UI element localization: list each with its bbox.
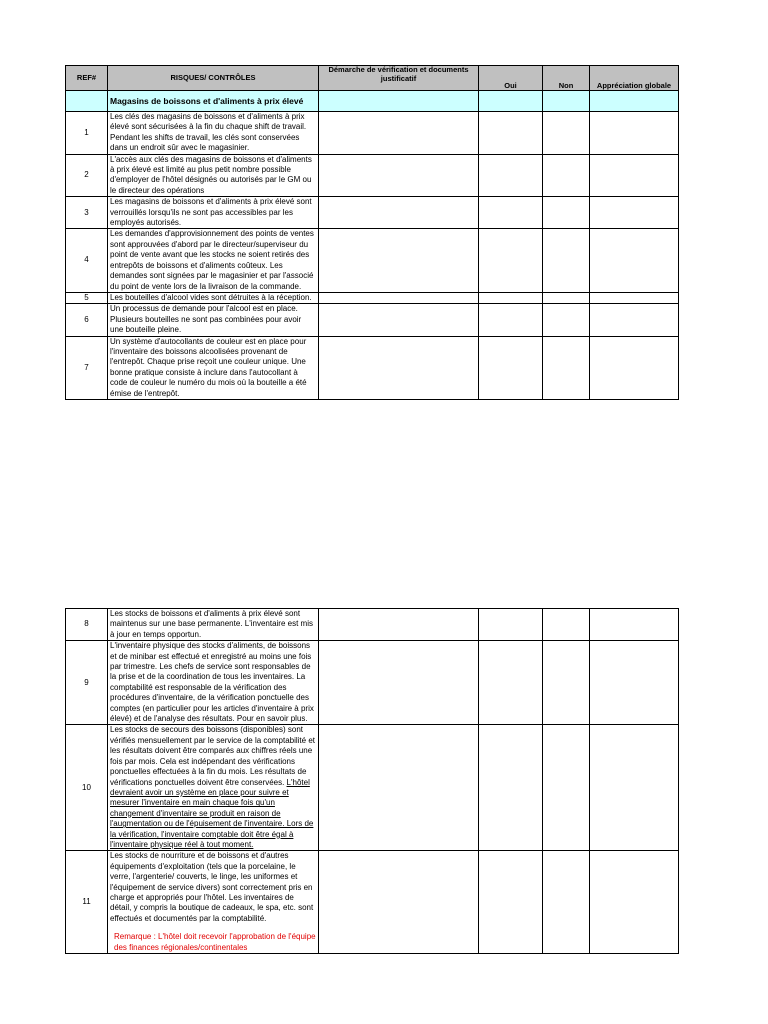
section-empty-cell xyxy=(479,91,543,112)
table-row xyxy=(66,304,679,336)
risk-control-text: Un processus de demande pour l'alcool est en place. Plusieurs bouteilles ne sont pas combinées pour avoir une bouteille pleine. xyxy=(108,304,319,336)
table-row xyxy=(66,609,679,641)
underlined-text: L'hôtel devraient avoir un système en place pour suivre et mesurer l'inventaire en main chaque fois qu'un changement d'inventaire se produit en raison de l'augmentation ou de l'épuisement de l'inventaire. Lors de la vérification, l'inventaire comptable doit être égal à l'inventaire physique réel à tout moment. xyxy=(110,777,314,849)
oui-cell[interactable] xyxy=(479,292,543,303)
risk-control-text: Les stocks de boissons et d'aliments à prix élevé sont maintenus sur une base permanente. L'inventaire est mis à jour en temps opportun. xyxy=(108,609,319,641)
ref-number: 4 xyxy=(66,229,108,292)
appreciation-cell[interactable] xyxy=(590,112,679,155)
audit-checklist-table-continued xyxy=(65,608,679,954)
oui-cell[interactable] xyxy=(479,154,543,197)
ref-number: 9 xyxy=(66,641,108,725)
table-row xyxy=(66,336,679,399)
ref-number: 2 xyxy=(66,154,108,197)
non-column-header: Non xyxy=(543,66,590,91)
non-cell[interactable] xyxy=(543,725,590,851)
section-empty-cell xyxy=(590,91,679,112)
risk-control-text xyxy=(108,725,319,851)
table-row xyxy=(66,641,679,725)
ref-number: 6 xyxy=(66,304,108,336)
oui-column-header: Oui xyxy=(479,66,543,91)
non-cell[interactable] xyxy=(543,229,590,292)
table-row xyxy=(66,112,679,155)
risk-control-text xyxy=(108,851,319,954)
non-cell[interactable] xyxy=(543,292,590,303)
oui-cell[interactable] xyxy=(479,851,543,954)
demarche-cell[interactable] xyxy=(319,609,479,641)
ref-number: 10 xyxy=(66,725,108,851)
demarche-cell[interactable] xyxy=(319,229,479,292)
risques-column-header: RISQUES/ CONTRÔLES xyxy=(108,66,319,91)
oui-cell[interactable] xyxy=(479,229,543,292)
demarche-cell[interactable] xyxy=(319,641,479,725)
appreciation-cell[interactable] xyxy=(590,336,679,399)
ref-column-header: REF# xyxy=(66,66,108,91)
table-row xyxy=(66,154,679,197)
appreciation-cell[interactable] xyxy=(590,609,679,641)
demarche-cell[interactable] xyxy=(319,336,479,399)
ref-number: 5 xyxy=(66,292,108,303)
risk-control-text: L'inventaire physique des stocks d'aliments, de boissons et de minibar est effectué et enregistré au moins une fois par trimestre. Les chefs de service sont responsables de la prise et de la coordination de tous les inventaires. La comptabilité est responsable de la vérification des procédures d'inventaire, de la vérification ponctuelle des comptes (en particulier pour les articles d'inventaire à prix élevé) et de l'analyse des résultats. Pour en savoir plus. xyxy=(108,641,319,725)
appreciation-cell[interactable] xyxy=(590,304,679,336)
non-cell[interactable] xyxy=(543,304,590,336)
appreciation-cell[interactable] xyxy=(590,641,679,725)
table-row xyxy=(66,197,679,229)
non-cell[interactable] xyxy=(543,197,590,229)
appreciation-cell[interactable] xyxy=(590,229,679,292)
demarche-cell[interactable] xyxy=(319,112,479,155)
demarche-cell[interactable] xyxy=(319,851,479,954)
oui-cell[interactable] xyxy=(479,304,543,336)
risk-control-text: Les magasins de boissons et d'aliments à prix élevé sont verrouillés lorsqu'ils ne sont pas accessibles par les employés autorisés. xyxy=(108,197,319,229)
non-cell[interactable] xyxy=(543,336,590,399)
section-empty-cell xyxy=(543,91,590,112)
oui-cell[interactable] xyxy=(479,197,543,229)
appreciation-cell[interactable] xyxy=(590,197,679,229)
non-cell[interactable] xyxy=(543,641,590,725)
ref-number: 7 xyxy=(66,336,108,399)
oui-cell[interactable] xyxy=(479,609,543,641)
demarche-cell[interactable] xyxy=(319,304,479,336)
appreciation-column-header: Appréciation globale xyxy=(590,66,679,91)
demarche-cell[interactable] xyxy=(319,154,479,197)
demarche-column-header: Démarche de vérification et documents justificatif xyxy=(319,66,479,91)
ref-number: 3 xyxy=(66,197,108,229)
risk-control-text: Les bouteilles d'alcool vides sont détruites à la réception. xyxy=(108,292,319,303)
audit-checklist-table xyxy=(65,65,679,400)
non-cell[interactable] xyxy=(543,609,590,641)
section-ref-cell xyxy=(66,91,108,112)
non-cell[interactable] xyxy=(543,154,590,197)
table-row xyxy=(66,851,679,954)
risk-control-text: Les demandes d'approvisionnement des points de ventes sont approuvées d'abord par le directeur/superviseur du point de vente avant que les stocks ne soient retirés des entrepôts de boissons et d'aliments coûteux. Les demandes sont signées par le magasinier et par l'associé du point de vente lors de la livraison de la commande. xyxy=(108,229,319,292)
remark-text: Remarque : L'hôtel doit recevoir l'approbation de l'équipe des finances régionales/continentales xyxy=(114,932,316,952)
oui-cell[interactable] xyxy=(479,336,543,399)
demarche-cell[interactable] xyxy=(319,292,479,303)
risk-control-text: Les clés des magasins de boissons et d'aliments à prix élevé sont sécurisées à la fin du chaque shift de travail. Pendant les shifts de travail, les clés sont conservées dans un endroit sûr avec le magasinier. xyxy=(108,112,319,155)
table-row xyxy=(66,725,679,851)
appreciation-cell[interactable] xyxy=(590,292,679,303)
ref-number: 11 xyxy=(66,851,108,954)
oui-cell[interactable] xyxy=(479,725,543,851)
appreciation-cell[interactable] xyxy=(590,154,679,197)
ref-number: 8 xyxy=(66,609,108,641)
section-header-row xyxy=(66,91,679,112)
non-cell[interactable] xyxy=(543,112,590,155)
demarche-cell[interactable] xyxy=(319,197,479,229)
control-text: Les stocks de secours des boissons (disponibles) sont vérifiés mensuellement par le service de la comptabilité et les résultats doivent être comparés aux chiffres réels une fois par mois. Cela est indépendant des vérifications ponctuelles effectuées à la fin du mois. Les résultats de vérifications ponctuelles doivent être conservées. xyxy=(110,725,315,787)
appreciation-cell[interactable] xyxy=(590,851,679,954)
demarche-cell[interactable] xyxy=(319,725,479,851)
risk-control-text: L'accès aux clés des magasins de boissons et d'aliments à prix élevé est limité au plus petit nombre possible d'employer de l'hôtel désignés ou autorisés par le GM ou le directeur des opérations xyxy=(108,154,319,197)
appreciation-cell[interactable] xyxy=(590,725,679,851)
table-header-row xyxy=(66,66,679,91)
ref-number: 1 xyxy=(66,112,108,155)
section-title: Magasins de boissons et d'aliments à prix élevé xyxy=(108,91,319,112)
table-row xyxy=(66,292,679,303)
risk-control-text: Un système d'autocollants de couleur est en place pour l'inventaire des boissons alcoolisées provenant de l'entrepôt. Chaque prise reçoit une couleur unique. Une bonne pratique consiste à inclure dans l'autocollant à code de couleur le numéro du mois où la bouteille a été émise de l'entrepôt. xyxy=(108,336,319,399)
control-text: Les stocks de nourriture et de boissons et d'autres équipements d'exploitation (tels que la porcelaine, le verre, l'argenterie/ couverts, le linge, les uniformes et l'équipement de service divers) sont correctement pris en charge et appropriés pour l'hôtel. Les inventaires de détail, y compris la boutique de cadeaux, le spa, etc. sont effectués et documentés par la comptabilité. xyxy=(110,851,314,923)
oui-cell[interactable] xyxy=(479,641,543,725)
table-row xyxy=(66,229,679,292)
section-empty-cell xyxy=(319,91,479,112)
non-cell[interactable] xyxy=(543,851,590,954)
oui-cell[interactable] xyxy=(479,112,543,155)
